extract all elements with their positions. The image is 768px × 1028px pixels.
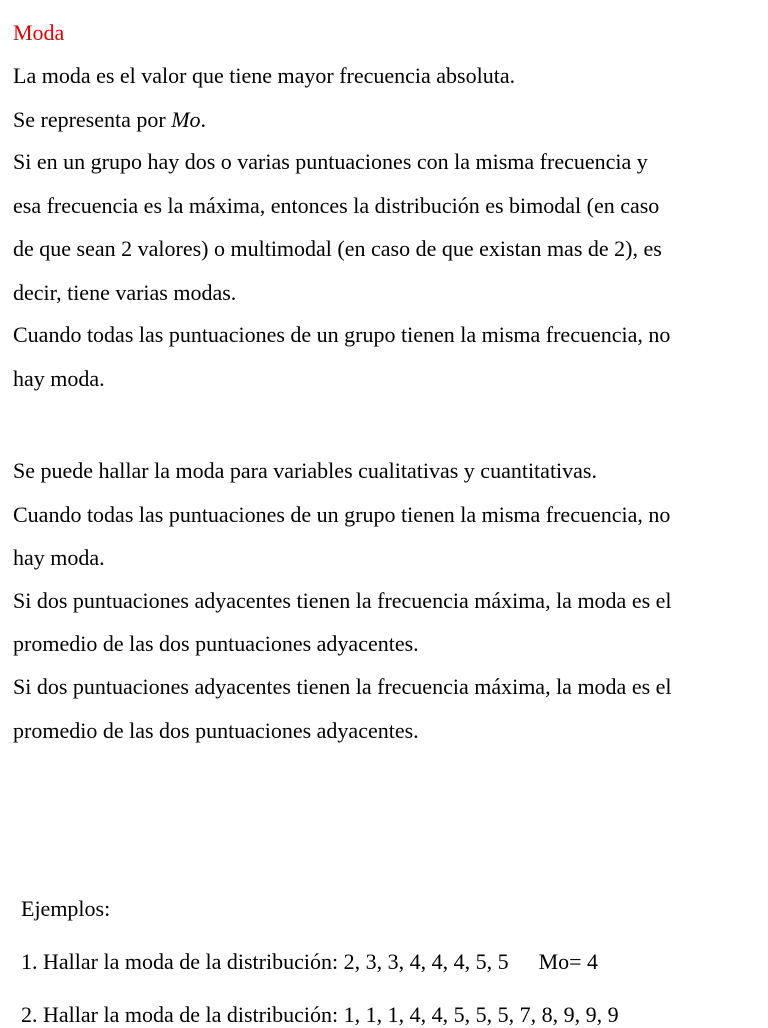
representation-suffix: . (200, 107, 207, 132)
representation-text (13, 107, 206, 133)
bimodal-line-3: de que sean 2 valores) o multimodal (en caso de que existan mas de 2), es (13, 236, 662, 261)
bimodal-line-1: Si en un grupo hay dos o varias puntuaciones con la misma frecuencia y (13, 149, 648, 174)
example-item-2 (21, 1002, 619, 1028)
no-mode-2-line-1: Cuando todas las puntuaciones de un grupo tienen la misma frecuencia, no (13, 502, 671, 527)
mode-symbol: Mo (171, 107, 201, 132)
adjacent-2-line-2: promedio de las dos puntuaciones adyacentes. (13, 718, 419, 743)
definition-text: La moda es el valor que tiene mayor frecuencia absoluta. (13, 63, 516, 88)
example-1-text: 1. Hallar la moda de la distribución: 2, 3, 3, 4, 4, 4, 5, 5 (21, 949, 509, 974)
example-2-text: 2. Hallar la moda de la distribución: 1, 1, 1, 4, 4, 5, 5, 5, 7, 8, 9, 9, 9 (21, 1002, 619, 1027)
variables-text: Se puede hallar la moda para variables cualitativas y cuantitativas. (13, 458, 597, 483)
bimodal-line-2: esa frecuencia es la máxima, entonces la distribución es bimodal (en caso (13, 193, 660, 218)
no-mode-line-2: hay moda. (13, 366, 105, 391)
no-mode-line-1: Cuando todas las puntuaciones de un grupo tienen la misma frecuencia, no (13, 322, 671, 347)
representation-prefix: Se representa por (13, 107, 172, 132)
bimodal-line-4: decir, tiene varias modas. (13, 280, 237, 305)
adjacent-1-line-1: Si dos puntuaciones adyacentes tienen la frecuencia máxima, la moda es el (13, 588, 672, 613)
example-1-result: Mo= 4 (538, 949, 599, 974)
section-title: Moda (13, 20, 65, 45)
no-mode-2-line-2: hay moda. (13, 545, 105, 570)
example-item-1 (21, 949, 598, 975)
adjacent-2-line-1: Si dos puntuaciones adyacentes tienen la frecuencia máxima, la moda es el (13, 674, 672, 699)
examples-heading: Ejemplos: (21, 896, 111, 921)
adjacent-1-line-2: promedio de las dos puntuaciones adyacentes. (13, 631, 419, 656)
